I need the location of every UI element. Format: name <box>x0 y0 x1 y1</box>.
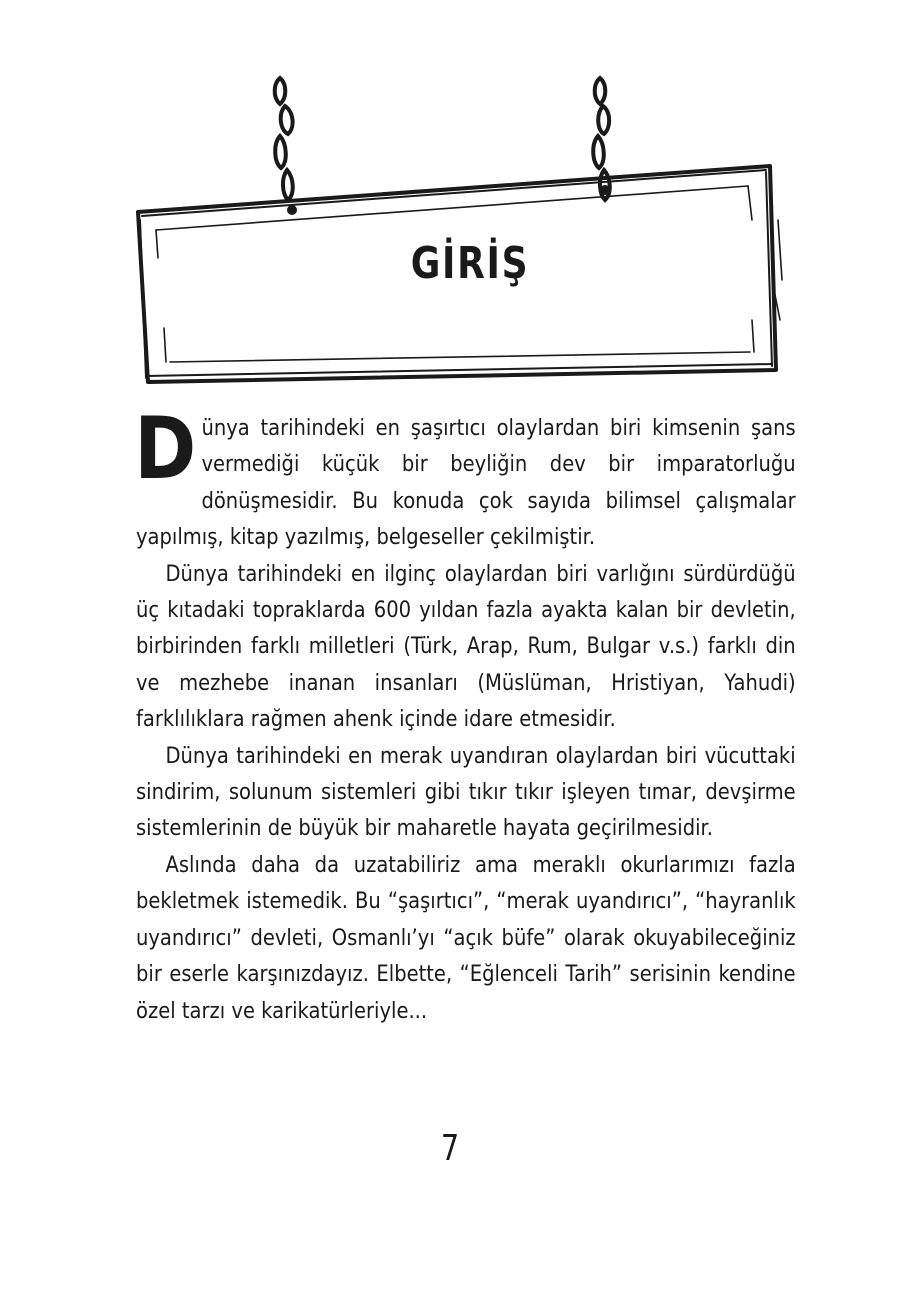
hanging-sign <box>130 70 790 390</box>
drop-cap: D <box>134 399 197 499</box>
chapter-title: GİRİŞ <box>410 238 530 289</box>
paragraph-4: Aslında daha da uzatabiliriz ama meraklı okurlarımızı fazla bekletmek istemedik. Bu “şaşırtıcı”, “merak uyandırıcı”, “hayranlık uyandırıcı” devleti, Osmanlı’yı “açık büfe” olarak okuyabileceğiniz bir eserle karşınızdayız. Elbette, “Eğlenceli Tarih” serisinin kendine özel tarzı ve karikatürleriyle... <box>136 851 796 1024</box>
paragraph-3: Dünya tarihindeki en merak uyandıran olaylardan biri vücuttaki sindirim, solunum sistemleri gibi tıkır tıkır işleyen tımar, devşirme sistemlerinin de büyük bir maharetle hayata geçirilmesidir. <box>136 742 796 842</box>
page-number: 7 <box>440 1128 460 1169</box>
body-text <box>134 399 796 1029</box>
hanging-sign-illustration <box>130 70 790 390</box>
paragraph-1 <box>134 399 796 556</box>
paragraph-1-text: ünya tarihindeki en şaşırtıcı olaylardan biri kimsenin şans vermediği küçük bir beyliğin dev bir imparatorluğu dönüşmesidir. Bu konuda çok sayıda bilimsel çalışmalar yapılmış, kitap yazılmış, belgeseller çekilmiştir. <box>136 415 796 551</box>
left-chain-icon <box>275 78 295 213</box>
paragraph-2: Dünya tarihindeki en ilginç olaylardan biri varlığını sürdürdüğü üç kıtadaki topraklarda 600 yıldan fazla ayakta kalan bir devletin, birbirinden farklı milletleri (Türk, Arap, Rum, Bulgar v.s.) farklı din ve mezhebe inanan insanları (Müslüman, Hristiyan, Yahudi) farklılıklara rağmen ahenk içinde idare etmesidir. <box>136 560 796 733</box>
